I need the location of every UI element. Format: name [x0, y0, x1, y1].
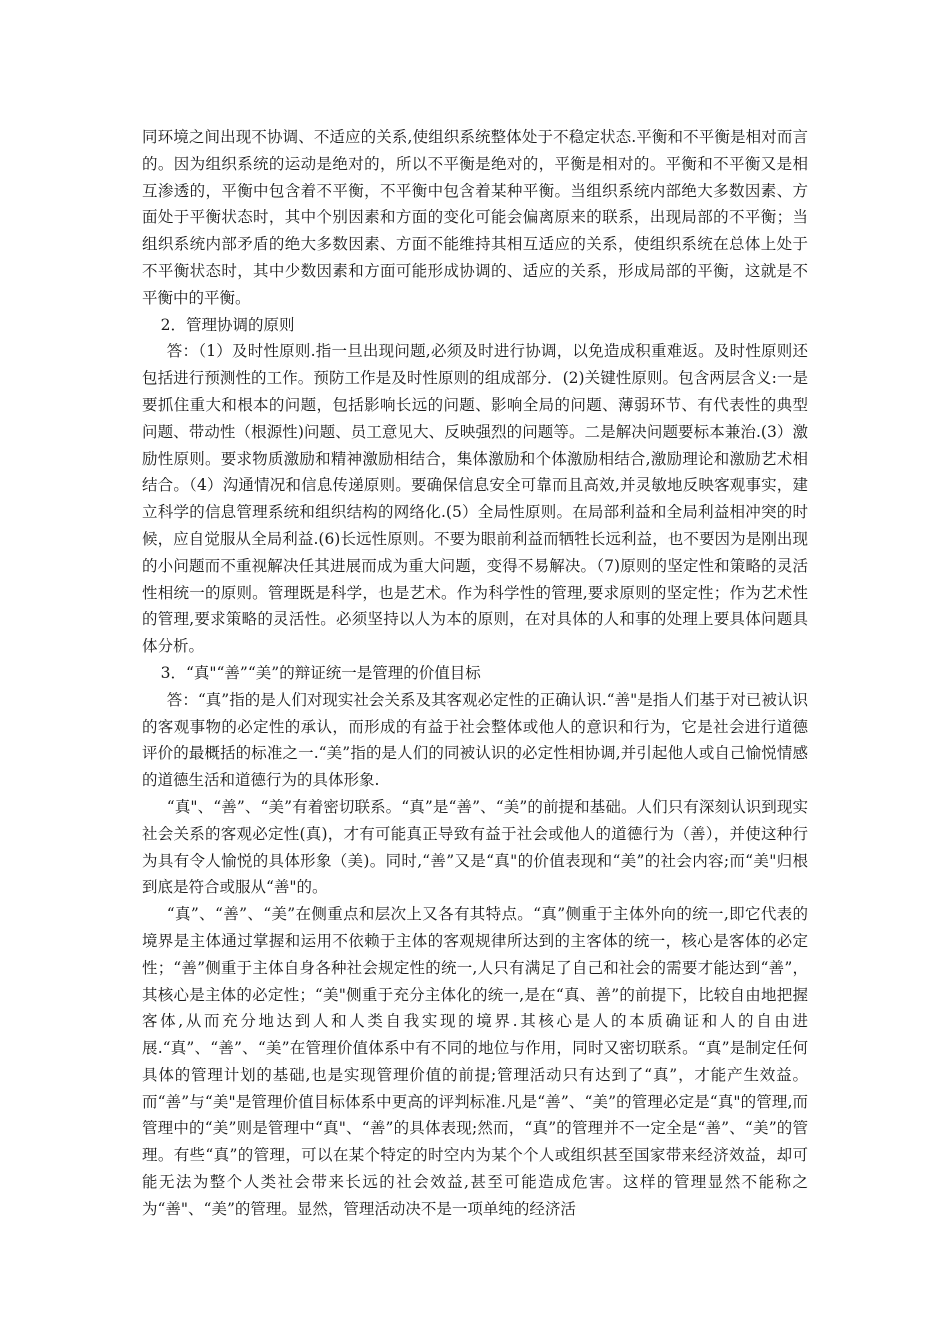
heading-coordination-principles: 2．管理协调的原则	[160, 315, 295, 334]
heading-value-goal: 3．“真"“善”“美”的辩证统一是管理的价值目标	[160, 663, 481, 682]
paragraph-relation: “真"、“善”、“美”有着密切联系。“真”是“善”、“美”的前提和基础。人们只有深刻认识到现实社会关系的客观必定性(真)，才有可能真正导致有益于社会或他人的道德行为（善），并使这种行为具有令人愉悦的具体形象（美)。同时,“善”又是“真"的价值表现和“美”的社会内容;而“美"归根到底是符合或服从“善"的。	[142, 797, 808, 897]
paragraph-balance: 同环境之间出现不协调、不适应的关系,使组织系统整体处于不稳定状态.平衡和不平衡是相对而言的。因为组织系统的运动是绝对的，所以不平衡是绝对的，平衡是相对的。平衡和不平衡又是相互渗透的，平衡中包含着不平衡，不平衡中包含着某种平衡。当组织系统内部绝大多数因素、方面处于平衡状态时，其中个别因素和方面的变化可能会偏离原来的联系，出现局部的不平衡；当组织系统内部矛盾的绝大多数因素、方面不能维持其相互适应的关系，使组织系统在总体上处于不平衡状态时，其中少数因素和方面可能形成协调的、适应的关系，形成局部的平衡，这就是不平衡中的平衡。	[142, 128, 808, 307]
paragraph-principles-answer: 答：（1）及时性原则.指一旦出现问题,必须及时进行协调，以免造成积重难返。及时性原则还包括进行预测性的工作。预防工作是及时性原则的组成部分．(2)关键性原则。包含两层含义:一是要抓住重大和根本的问题，包括影响长远的问题、影响全局的问题、薄弱环节、有代表性的典型问题、带动性（根源性)问题、员工意见大、反映强烈的问题等。二是解决问题要标本兼治.(3）激励性原则。要求物质激励和精神激励相结合，集体激励和个体激励相结合,激励理论和激励艺术相结合。（4）沟通情况和信息传递原则。要确保信息安全可靠而且高效,并灵敏地反映客观事实，建立科学的信息管理系统和组织结构的网络化.(5）全局性原则。在局部利益和全局利益相冲突的时候，应自觉服从全局利益.(6)长远性原则。不要为眼前利益而牺牲长远利益，也不要因为是刚出现的小问题而不重视解决任其进展而成为重大问题，变得不易解决。（7)原则的坚定性和策略的灵活性相统一的原则。管理既是科学，也是艺术。作为科学性的管理,要求原则的坚定性；作为艺术性的管理,要求策略的灵活性。必须坚持以人为本的原则，在对具体的人和事的处理上要具体问题具体分析。	[142, 342, 808, 656]
document-body	[142, 124, 808, 1223]
paragraph-characteristics: “真”、“善”、“美”在侧重点和层次上又各有其特点。“真”侧重于主体外向的统一,即它代表的境界是主体通过掌握和运用不依赖于主体的客观规律所达到的主客体的统一，核心是客体的必定性；“善”侧重于主体自身各种社会规定性的统一,人只有满足了自己和社会的需要才能达到“善”，其核心是主体的必定性；“美"侧重于充分主体化的统一,是在“真、善”的前提下，比较自由地把握客体,从而充分地达到人和人类自我实现的境界.其核心是人的本质确证和人的自由进展.“真”、“善”、“美”在管理价值体系中有不同的地位与作用，同时又密切联系。“真”是制定任何具体的管理计划的基础,也是实现管理价值的前提;管理活动只有达到了“真”，才能产生效益。而“善”与“美"是管理价值目标体系中更高的评判标准.凡是“善”、“美”的管理必定是“真"的管理,而管理中的“美”则是管理中“真"、“善”的具体表现;然而，“真”的管理并不一定全是“善”、“美”的管理。有些“真”的管理，可以在某个特定的时空内为某个个人或组织甚至国家带来经济效益，却可能无法为整个人类社会带来长远的社会效益,甚至可能造成危害。这样的管理显然不能称之为“善"、“美”的管理。显然，管理活动决不是一项单纯的经济活	[142, 905, 808, 1218]
paragraph-value-answer: 答：“真”指的是人们对现实社会关系及其客观必定性的正确认识.“善"是指人们基于对已被认识的客观事物的必定性的承认，而形成的有益于社会整体或他人的意识和行为，它是社会进行道德评价的最概括的标准之一.“美”指的是人们的同被认识的必定性相协调,并引起他人或自己愉悦情感的道德生活和道德行为的具体形象.	[142, 690, 808, 790]
